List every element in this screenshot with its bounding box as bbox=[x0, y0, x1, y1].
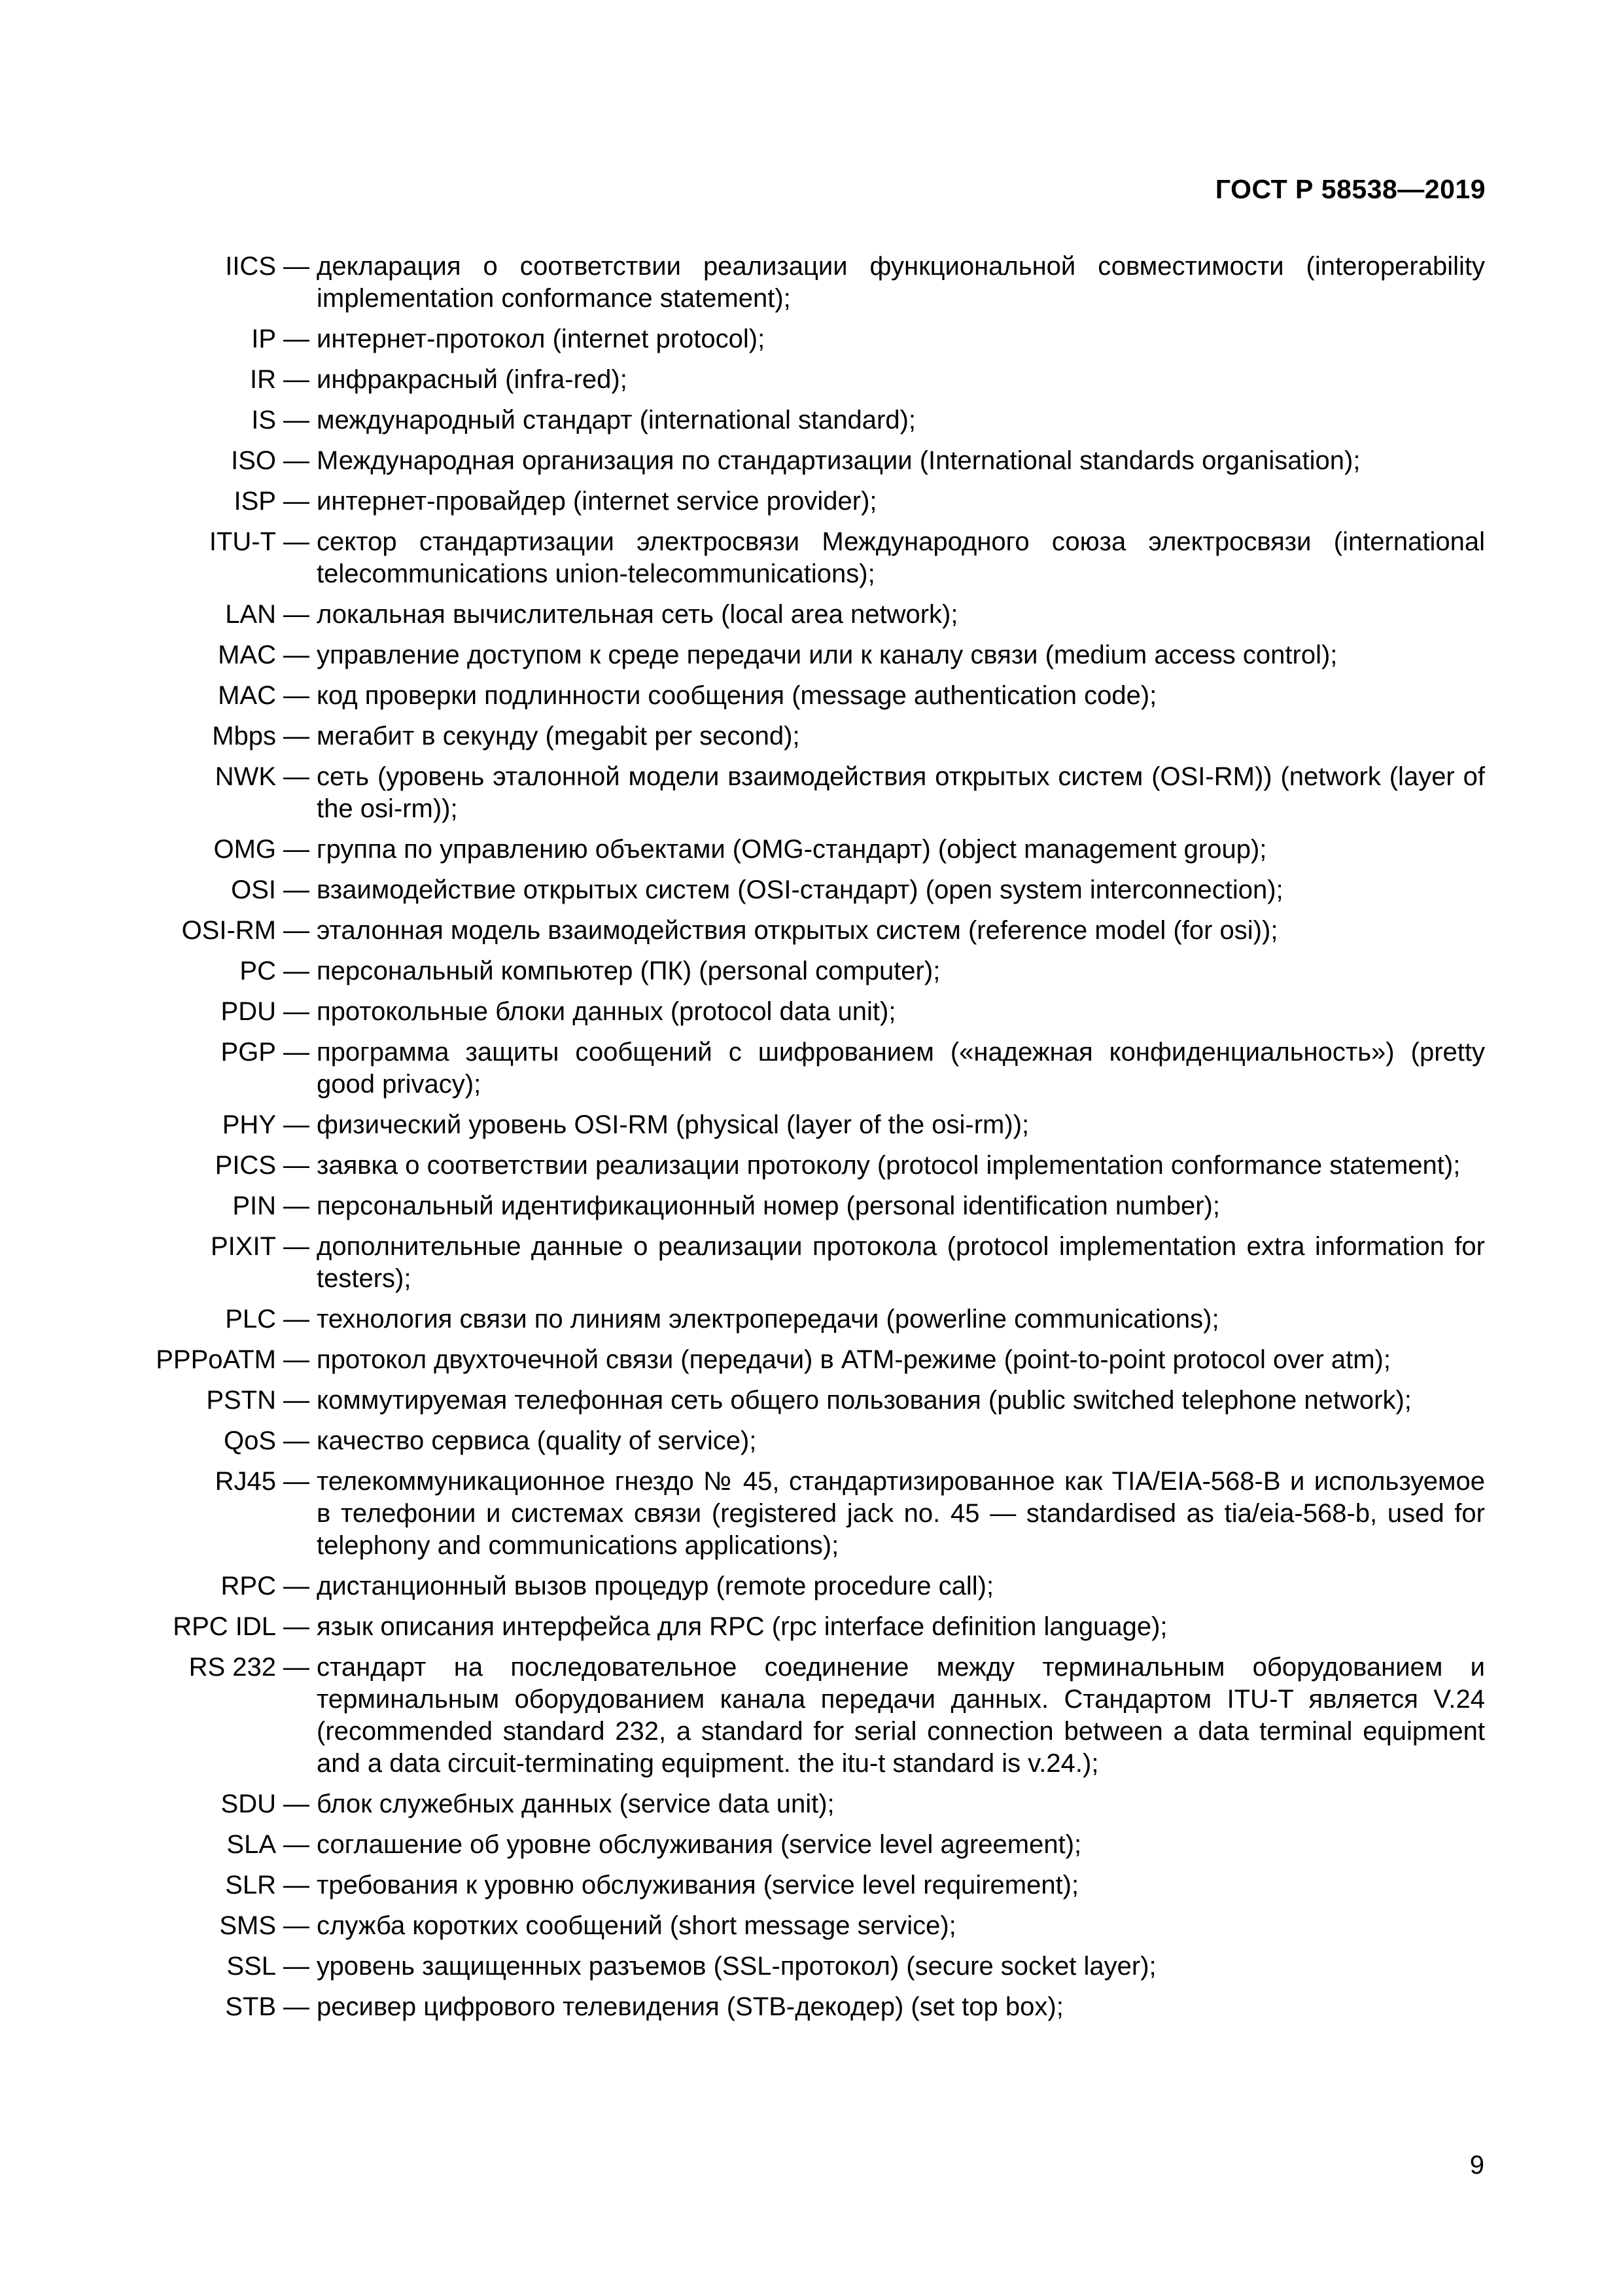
abbreviation-entry bbox=[150, 1190, 1485, 1222]
abbreviation-entry bbox=[150, 874, 1485, 906]
abbreviation-definition: эталонная модель взаимодействия открытых систем (reference model (for osi)); bbox=[317, 916, 1278, 945]
abbreviation-definition: международный стандарт (international standard); bbox=[317, 406, 916, 434]
em-dash-separator: — bbox=[283, 1612, 309, 1641]
abbreviation-definition: Международная организация по стандартизации (International standards organisation); bbox=[317, 446, 1361, 475]
abbreviation-term: QoS bbox=[223, 1426, 276, 1455]
abbreviation-entry bbox=[150, 834, 1485, 866]
abbreviation-term: SSL bbox=[226, 1952, 276, 1981]
abbreviation-definition: дистанционный вызов процедур (remote procedure call); bbox=[317, 1572, 994, 1600]
abbreviation-entry bbox=[150, 526, 1485, 590]
em-dash-separator: — bbox=[283, 1467, 309, 1496]
abbreviation-entry bbox=[150, 599, 1485, 631]
em-dash-separator: — bbox=[283, 527, 309, 556]
abbreviation-term: PIN bbox=[232, 1192, 276, 1220]
abbreviation-definition: мегабит в секунду (megabit per second); bbox=[317, 722, 800, 751]
abbreviation-definition: группа по управлению объектами (OMG-стандарт) (object management group); bbox=[317, 835, 1267, 864]
em-dash-separator: — bbox=[283, 957, 309, 985]
abbreviation-definition: физический уровень OSI-RM (physical (layer of the osi-rm)); bbox=[317, 1110, 1030, 1139]
abbreviation-entry bbox=[150, 915, 1485, 947]
em-dash-separator: — bbox=[283, 875, 309, 904]
abbreviation-definition: код проверки подлинности сообщения (message authentication code); bbox=[317, 681, 1157, 710]
abbreviation-term: PDU bbox=[220, 997, 276, 1026]
abbreviation-entry bbox=[150, 1611, 1485, 1643]
em-dash-separator: — bbox=[283, 252, 309, 281]
abbreviation-term: IICS bbox=[225, 252, 276, 281]
abbreviation-entry bbox=[150, 639, 1485, 671]
abbreviation-definition: дополнительные данные о реализации протокола (protocol implementation extra information for testers); bbox=[317, 1232, 1485, 1293]
abbreviation-definition: соглашение об уровне обслуживания (service level agreement); bbox=[317, 1830, 1082, 1859]
abbreviation-term: NWK bbox=[215, 762, 276, 791]
em-dash-separator: — bbox=[283, 1572, 309, 1600]
abbreviation-term: IR bbox=[250, 365, 276, 394]
em-dash-separator: — bbox=[283, 1992, 309, 2021]
em-dash-separator: — bbox=[283, 1151, 309, 1180]
abbreviation-definition: персональный компьютер (ПК) (personal computer); bbox=[317, 957, 941, 985]
abbreviation-entry bbox=[150, 323, 1485, 355]
abbreviation-definition: протокол двухточечной связи (передачи) в ATM-режиме (point-to-point protocol over atm); bbox=[317, 1345, 1391, 1374]
abbreviation-entry bbox=[150, 445, 1485, 477]
abbreviation-definition: взаимодействие открытых систем (OSI-стандарт) (open system interconnection); bbox=[317, 875, 1283, 904]
abbreviation-definition: стандарт на последовательное соединение между терминальным оборудованием и терминальным оборудованием канала передачи данных. Стандартом ITU-T является V.24 (recommended standard 232, a standard for serial connection between a data terminal equipment and a data circuit-terminating equipment. the itu-t standard is v.24.); bbox=[317, 1653, 1485, 1778]
page-number: 9 bbox=[1469, 2151, 1484, 2180]
abbreviation-definition: управление доступом к среде передачи или к каналу связи (medium access control); bbox=[317, 641, 1338, 669]
abbreviation-definition: коммутируемая телефонная сеть общего пользования (public switched telephone network); bbox=[317, 1386, 1412, 1415]
em-dash-separator: — bbox=[283, 1305, 309, 1333]
abbreviation-definition: интернет-протокол (internet protocol); bbox=[317, 325, 765, 353]
abbreviation-entry bbox=[150, 1991, 1485, 2023]
abbreviation-entry bbox=[150, 720, 1485, 752]
em-dash-separator: — bbox=[283, 1830, 309, 1859]
abbreviation-entry bbox=[150, 1570, 1485, 1602]
abbreviation-definition: сектор стандартизации электросвязи Международного союза электросвязи (international telecommunications union-telecommunications); bbox=[317, 527, 1485, 588]
abbreviation-definition: требования к уровню обслуживания (service level requirement); bbox=[317, 1871, 1079, 1899]
abbreviation-term: OMG bbox=[213, 835, 276, 864]
abbreviation-definition: интернет-провайдер (internet service provider); bbox=[317, 487, 877, 516]
em-dash-separator: — bbox=[283, 641, 309, 669]
abbreviation-definition: служба коротких сообщений (short message service); bbox=[317, 1911, 956, 1940]
abbreviation-entry bbox=[150, 364, 1485, 396]
abbreviation-term: RS 232 bbox=[188, 1653, 276, 1682]
abbreviation-definition: ресивер цифрового телевидения (STB-декодер) (set top box); bbox=[317, 1992, 1064, 2021]
abbreviation-term: PC bbox=[239, 957, 276, 985]
abbreviation-term: IP bbox=[251, 325, 276, 353]
abbreviation-entry bbox=[150, 1036, 1485, 1101]
em-dash-separator: — bbox=[283, 1386, 309, 1415]
abbreviation-entry bbox=[150, 1910, 1485, 1942]
abbreviation-definition: заявка о соответствии реализации протоколу (protocol implementation conformance statement); bbox=[317, 1151, 1461, 1180]
em-dash-separator: — bbox=[283, 835, 309, 864]
abbreviation-definition: качество сервиса (quality of service); bbox=[317, 1426, 757, 1455]
em-dash-separator: — bbox=[283, 600, 309, 629]
abbreviation-term: OSI bbox=[231, 875, 276, 904]
abbreviation-entry bbox=[150, 680, 1485, 712]
abbreviation-term: SMS bbox=[219, 1911, 276, 1940]
abbreviation-term: RPC bbox=[220, 1572, 276, 1600]
abbreviation-entry bbox=[150, 1425, 1485, 1457]
abbreviation-definition: локальная вычислительная сеть (local area network); bbox=[317, 600, 958, 629]
abbreviation-term: RPC IDL bbox=[173, 1612, 276, 1641]
abbreviation-definition: сеть (уровень эталонной модели взаимодействия открытых систем (OSI-RM)) (network (layer of the osi-rm)); bbox=[317, 762, 1485, 823]
abbreviation-term: RJ45 bbox=[215, 1467, 276, 1496]
abbreviation-entry bbox=[150, 1344, 1485, 1376]
abbreviation-term: PSTN bbox=[206, 1386, 276, 1415]
abbreviation-entry bbox=[150, 404, 1485, 436]
abbreviation-entry bbox=[150, 251, 1485, 315]
abbreviation-entry bbox=[150, 1150, 1485, 1182]
abbreviation-term: PPPoATM bbox=[156, 1345, 276, 1374]
abbreviation-entry bbox=[150, 1788, 1485, 1820]
abbreviation-term: STB bbox=[225, 1992, 276, 2021]
abbreviation-definition: язык описания интерфейса для RPC (rpc interface definition language); bbox=[317, 1612, 1168, 1641]
abbreviation-entry bbox=[150, 1829, 1485, 1861]
em-dash-separator: — bbox=[283, 1345, 309, 1374]
abbreviation-definition: уровень защищенных разъемов (SSL-протокол) (secure socket layer); bbox=[317, 1952, 1157, 1981]
abbreviation-term: ISP bbox=[234, 487, 276, 516]
abbreviation-term: PHY bbox=[222, 1110, 276, 1139]
em-dash-separator: — bbox=[283, 406, 309, 434]
em-dash-separator: — bbox=[283, 1038, 309, 1067]
em-dash-separator: — bbox=[283, 1871, 309, 1899]
em-dash-separator: — bbox=[283, 1192, 309, 1220]
em-dash-separator: — bbox=[283, 762, 309, 791]
abbreviation-term: Mbps bbox=[212, 722, 276, 751]
abbreviation-entry bbox=[150, 955, 1485, 987]
em-dash-separator: — bbox=[283, 325, 309, 353]
em-dash-separator: — bbox=[283, 1232, 309, 1261]
abbreviation-term: MAC bbox=[218, 681, 276, 710]
abbreviation-entry bbox=[150, 1466, 1485, 1562]
abbreviation-entry bbox=[150, 1951, 1485, 1983]
abbreviation-entry bbox=[150, 1869, 1485, 1901]
abbreviation-term: ITU-T bbox=[209, 527, 276, 556]
abbreviation-definition: протокольные блоки данных (protocol data unit); bbox=[317, 997, 896, 1026]
em-dash-separator: — bbox=[283, 1952, 309, 1981]
abbreviation-entry bbox=[150, 761, 1485, 825]
abbreviation-entry bbox=[150, 1303, 1485, 1335]
abbreviation-definition: технология связи по линиям электропередачи (powerline communications); bbox=[317, 1305, 1219, 1333]
em-dash-separator: — bbox=[283, 446, 309, 475]
abbreviation-definition: персональный идентификационный номер (personal identification number); bbox=[317, 1192, 1220, 1220]
abbreviation-definition: программа защиты сообщений с шифрованием («надежная конфиденциальность») (pretty good privacy); bbox=[317, 1038, 1485, 1099]
em-dash-separator: — bbox=[283, 365, 309, 394]
abbreviation-list bbox=[150, 251, 1485, 2032]
em-dash-separator: — bbox=[283, 1110, 309, 1139]
abbreviation-entry bbox=[150, 1109, 1485, 1141]
em-dash-separator: — bbox=[283, 1790, 309, 1818]
abbreviation-definition: телекоммуникационное гнездо № 45, стандартизированное как TIA/EIA-568-B и используемое в телефонии и системах связи (registered jack no. 45 — standardised as tia/eia-568-b, used for telephony and communications applications); bbox=[317, 1467, 1485, 1560]
abbreviation-entry bbox=[150, 486, 1485, 518]
abbreviation-term: PICS bbox=[215, 1151, 276, 1180]
abbreviation-term: MAC bbox=[218, 641, 276, 669]
document-id-header: ГОСТ Р 58538—2019 bbox=[1215, 174, 1486, 204]
abbreviation-term: SLR bbox=[225, 1871, 276, 1899]
em-dash-separator: — bbox=[283, 722, 309, 751]
em-dash-separator: — bbox=[283, 1426, 309, 1455]
abbreviation-definition: декларация о соответствии реализации функциональной совместимости (interoperability implementation conformance statement); bbox=[317, 252, 1485, 313]
abbreviation-term: PLC bbox=[225, 1305, 276, 1333]
em-dash-separator: — bbox=[283, 997, 309, 1026]
abbreviation-term: PGP bbox=[220, 1038, 276, 1067]
abbreviation-term: LAN bbox=[225, 600, 276, 629]
abbreviation-term: PIXIT bbox=[210, 1232, 276, 1261]
abbreviation-term: SLA bbox=[226, 1830, 276, 1859]
abbreviation-entry bbox=[150, 1385, 1485, 1417]
em-dash-separator: — bbox=[283, 487, 309, 516]
abbreviation-entry bbox=[150, 1651, 1485, 1780]
em-dash-separator: — bbox=[283, 1911, 309, 1940]
em-dash-separator: — bbox=[283, 1653, 309, 1682]
em-dash-separator: — bbox=[283, 681, 309, 710]
abbreviation-entry bbox=[150, 1231, 1485, 1295]
abbreviation-definition: блок служебных данных (service data unit); bbox=[317, 1790, 835, 1818]
abbreviation-term: IS bbox=[251, 406, 276, 434]
abbreviation-term: SDU bbox=[220, 1790, 276, 1818]
abbreviation-term: ISO bbox=[231, 446, 276, 475]
abbreviation-definition: инфракрасный (infra-red); bbox=[317, 365, 627, 394]
em-dash-separator: — bbox=[283, 916, 309, 945]
abbreviation-entry bbox=[150, 996, 1485, 1028]
abbreviation-term: OSI-RM bbox=[181, 916, 276, 945]
